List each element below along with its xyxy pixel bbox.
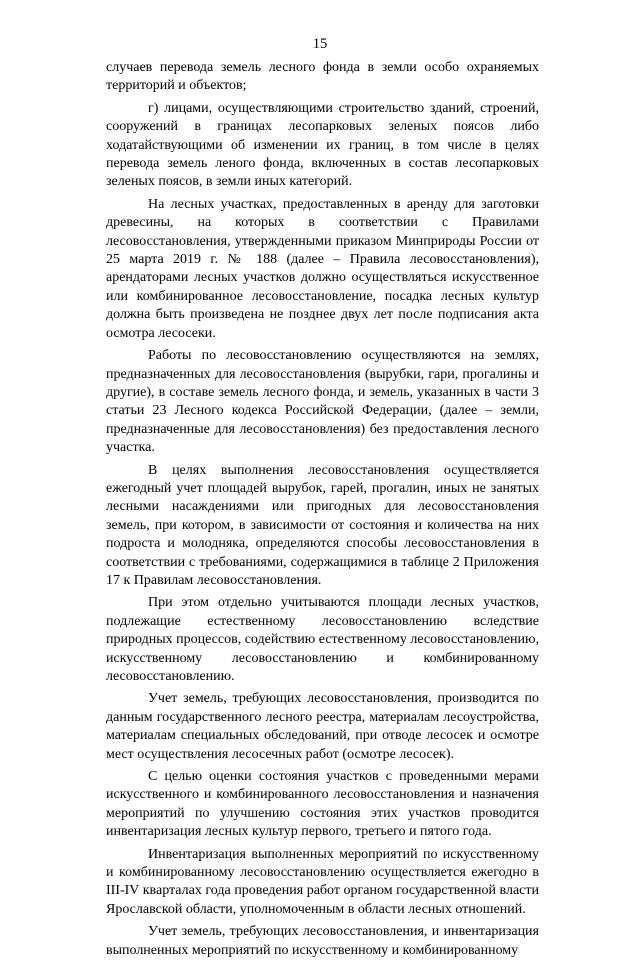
body-text xyxy=(106,59,539,964)
page-number: 15 xyxy=(312,36,328,52)
paragraph-final: Учет земель, требующих лесовосстановления, и инвентаризация выполненных мероприятий по искусственному и комбинированному xyxy=(106,924,539,958)
paragraph-separate-accounting: При этом отдельно учитываются площади лесных участков, подлежащие естественному лесовосстановлению вследствие природных процессов, содействию естественному лесовосстановлению, искусственному лесовосстановлению и комбинированному лесовосстановлению. xyxy=(106,595,539,684)
paragraph-annual-accounting: В целях выполнения лесовосстановления осуществляется ежегодный учет площадей вырубок, гарей, прогалин, иных не занятых лесными насаждениями или пригодных для лесовосстановления земель, при котором, в зависимости от состояния и количества на них подроста и молодняка, определяются способы лесовосстановления в соответствии с требованиями, содержащимися в таблице 2 Приложения 17 к Правилам лесовосстановления. xyxy=(106,462,539,588)
paragraph-assessment-purpose: С целью оценки состояния участков с проведенными мерами искусственного и комбинированного лесовосстановления и назначения мероприятий по улучшению состояния этих участков проводится инвентаризация лесных культур первого, третьего и пятого года. xyxy=(106,769,539,840)
paragraph-item-g: г) лицами, осуществляющими строительство зданий, строений, сооружений в границах лесопарковых зеленых поясов либо ходатайствующими об изменении их границ, в том числе в целях перевода земель леного фонда, включенных в состав лесопарковых зеленых поясов, в земли иных категорий. xyxy=(106,100,539,190)
paragraph-continuation: случаев перевода земель лесного фонда в земли особо охраняемых территорий и объектов; xyxy=(106,60,539,94)
paragraph-reforestation-works: Работы по лесовосстановлению осуществляются на землях, предназначенных для лесовосстановления (вырубки, гари, прогалины и другие), в составе земель лесного фонда, и земель, указанных в части 3 статьи 23 Лесного кодекса Российской Федерации, (далее – земли, предназначенные для лесовосстановления) без предоставления лесного участка. xyxy=(106,348,539,456)
paragraph-land-accounting: Учет земель, требующих лесовосстановления, производится по данным государственного лесного реестра, материалам лесоустройства, материалам специальных обследований, при отводе лесосек и осмотре мест осуществления лесосечных работ (осмотре лесосек). xyxy=(106,691,539,762)
paragraph-lease-plots: На лесных участках, предоставленных в аренду для заготовки древесины, на которых в соответствии с Правилами лесовосстановления, утвержденными приказом Минприроды России от 25 марта 2019 г. № 188 (далее – Правила лесовосстановления), арендаторами лесных участков должно осуществляться искусственное или комбинированное лесовосстановление, посадка лесных культур должна быть произведена не позднее двух лет после подписания акта осмотра лесосеки. xyxy=(106,196,539,341)
paragraph-inventory: Инвентаризация выполненных мероприятий по искусственному и комбинированному лесовосстановлению осуществляется ежегодно в III-IV кварталах года проведения работ органом государственной власти Ярославской области, уполномоченным в области лесных отношений. xyxy=(106,846,539,917)
